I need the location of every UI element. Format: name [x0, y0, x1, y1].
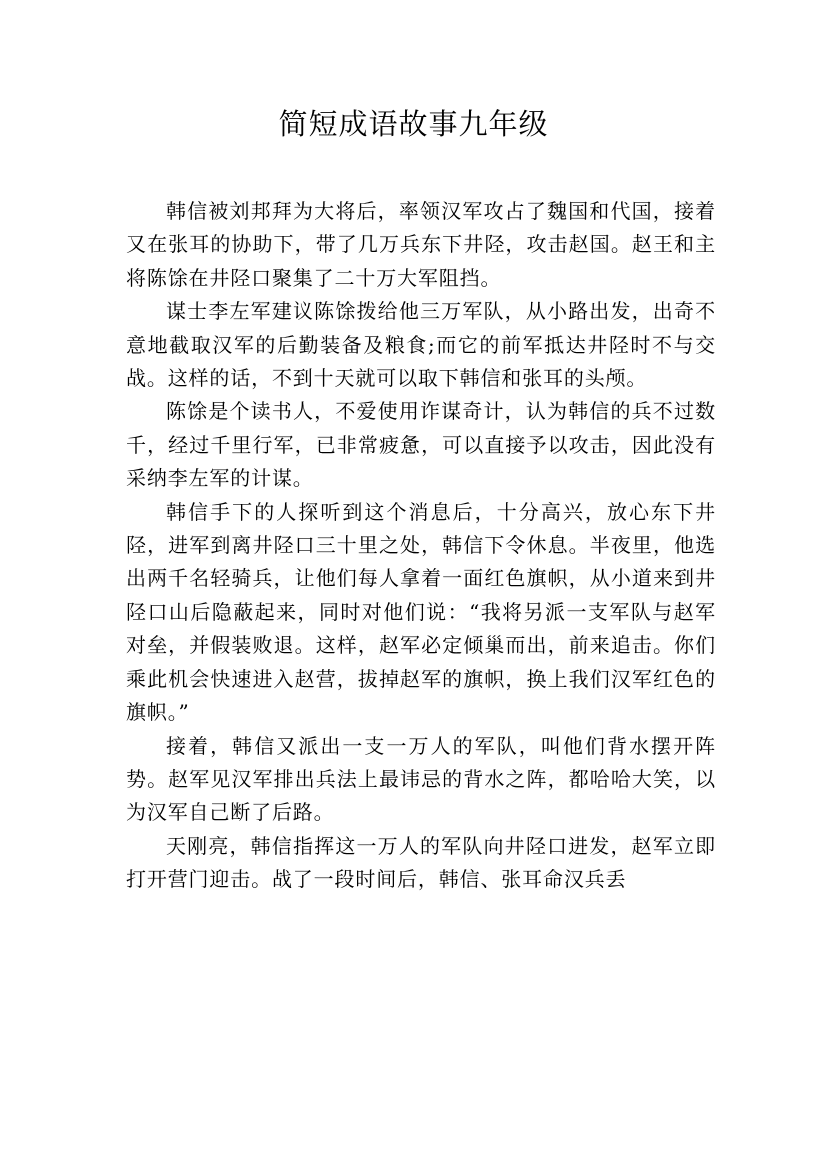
document-title: 简短成语故事九年级 — [278, 107, 549, 141]
paragraph: 接着，韩信又派出一支一万人的军队，叫他们背水摆开阵势。赵军见汉军排出兵法上最讳忌的背水之阵，都哈哈大笑，以为汉军自己断了后路。 — [126, 733, 716, 825]
paragraph: 天刚亮，韩信指挥这一万人的军队向井陉口进发，赵军立即打开营门迎击。战了一段时间后，韩信、张耳命汉兵丢 — [126, 833, 716, 892]
document-body — [126, 195, 716, 897]
paragraph: 韩信被刘邦拜为大将后，率领汉军攻占了魏国和代国，接着又在张耳的协助下，带了几万兵东下井陉，攻击赵国。赵王和主将陈馀在井陉口聚集了二十万大军阻挡。 — [126, 199, 716, 290]
paragraph: 陈馀是个读书人，不爱使用诈谋奇计，认为韩信的兵不过数千，经过千里行军，已非常疲惫，可以直接予以攻击，因此没有采纳李左军的计谋。 — [126, 399, 716, 491]
paragraph: 谋士李左军建议陈馀拨给他三万军队，从小路出发，出奇不意地截取汉军的后勤装备及粮食;而它的前军抵达井陉时不与交战。这样的话，不到十天就可以取下韩信和张耳的头颅。 — [126, 299, 716, 391]
paragraph: 韩信手下的人探听到这个消息后，十分高兴，放心东下井陉，进军到离井陉口三十里之处，韩信下令休息。半夜里，他选出两千名轻骑兵，让他们每人拿着一面红色旗帜，从小道来到井陉口山后隐蔽起来，同时对他们说：“我将另派一支军队与赵军对垒，并假装败退。这样，赵军必定倾巢而出，前来追击。你们乘此机会快速进入赵营，拔掉赵军的旗帜，换上我们汉军红色的旗帜。” — [126, 499, 716, 725]
